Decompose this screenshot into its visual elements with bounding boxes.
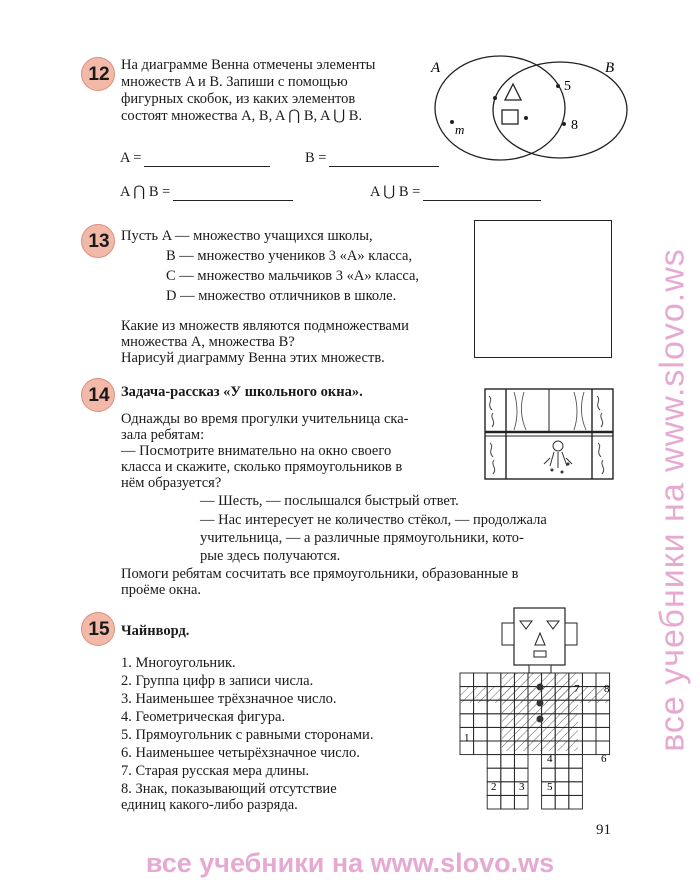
task14-text-line: класса и скажите, сколько прямоугольников в xyxy=(121,459,403,475)
grid-cell xyxy=(474,741,488,755)
chainword-robot-grid xyxy=(455,607,627,812)
task15-item: 8. Знак, показывающий отсутствие xyxy=(121,781,337,797)
task15-item: 3. Наименьшее трёхзначное число. xyxy=(121,691,337,707)
venn-element-m: m xyxy=(455,122,465,137)
task-number-badge: 14 xyxy=(81,378,115,412)
grid-number-2: 2 xyxy=(491,781,497,793)
grid-cell xyxy=(582,714,596,728)
triangle-element xyxy=(505,84,521,100)
answer-a: A = xyxy=(120,150,270,167)
grid-cell xyxy=(474,673,488,687)
grid-number-5: 5 xyxy=(547,781,553,793)
grid-cell xyxy=(487,673,501,687)
grid-cell xyxy=(487,741,501,755)
grid-cell xyxy=(487,727,501,741)
window-illustration xyxy=(484,388,614,480)
bottom-watermark: все учебники на www.slovo.ws xyxy=(145,848,555,878)
grid-cell xyxy=(487,768,501,782)
grid-cell xyxy=(460,714,474,728)
grid-cell xyxy=(555,768,569,782)
grid-cell xyxy=(582,673,596,687)
task14-text-line: — Посмотрите внимательно на окно своего xyxy=(121,443,392,459)
grid-number-3: 3 xyxy=(519,781,525,793)
task14-text-line: — Шесть, — послышался быстрый ответ. xyxy=(200,493,459,509)
grid-cell xyxy=(487,795,501,809)
task13-question-line: Какие из множеств являются подмножествами xyxy=(121,318,409,334)
venn-diagram xyxy=(425,50,630,168)
task14-text-line: зала ребятам: xyxy=(121,427,205,443)
task15-item: 7. Старая русская мера длины. xyxy=(121,763,310,779)
grid-number-4: 4 xyxy=(547,753,553,765)
task12-text-line: фигурных скобок, из каких элементов xyxy=(121,91,356,107)
grid-cell xyxy=(501,782,515,796)
task14-title: Задача-рассказ «У школьного окна». xyxy=(121,384,363,400)
task15-item: 5. Прямоугольник с равными сторонами. xyxy=(121,727,374,743)
task15-item: 1. Многоугольник. xyxy=(121,655,236,671)
venn-label-a: A xyxy=(431,60,441,76)
grid-cell xyxy=(596,727,610,741)
task14-text-line: учительница, — а различные прямоугольники, кото- xyxy=(200,530,524,546)
square-element xyxy=(502,110,518,124)
grid-number-1: 1 xyxy=(464,732,470,744)
grid-cell xyxy=(474,714,488,728)
grid-cell xyxy=(555,755,569,769)
task12-text-line: множеств A и B. Запиши с помощью xyxy=(121,74,348,90)
grid-cell xyxy=(596,714,610,728)
grid-cell xyxy=(487,714,501,728)
grid-cell xyxy=(582,741,596,755)
grid-cell xyxy=(542,768,556,782)
grid-cell xyxy=(555,795,569,809)
task14-text-line: рые здесь получаются. xyxy=(200,548,341,564)
task14-text-line: — Нас интересует не количество стёкол, — продолжала xyxy=(200,512,547,528)
answer-union: A ⋃ B = xyxy=(370,184,541,201)
grid-cell xyxy=(487,755,501,769)
task14-text-line: Однажды во время прогулки учительница ска- xyxy=(121,411,409,427)
grid-cell xyxy=(514,768,528,782)
task13-text-line: B — множество учеников 3 «А» класса, xyxy=(166,248,413,264)
task13-text-line: Пусть A — множество учащихся школы, xyxy=(121,228,373,244)
grid-number-8: 8 xyxy=(604,683,610,695)
grid-cell xyxy=(582,727,596,741)
task14-text-line: Помоги ребятам сосчитать все прямоугольники, образованные в xyxy=(121,566,519,582)
task12-text-line: состоят множества A, B, A ⋂ B, A ⋃ B. xyxy=(121,108,363,124)
grid-cell xyxy=(514,795,528,809)
answer-b: B = xyxy=(305,150,439,167)
page-number: 91 xyxy=(596,822,611,838)
grid-cell xyxy=(569,795,583,809)
venn-element-5: 5 xyxy=(564,79,571,94)
grid-cell xyxy=(569,755,583,769)
task14-text-line: нём образуется? xyxy=(121,475,222,491)
answer-intersection: A ⋂ B = xyxy=(120,184,293,201)
grid-cell xyxy=(514,755,528,769)
drawing-box xyxy=(474,220,612,358)
grid-cell xyxy=(501,755,515,769)
task13-text-line: C — множество мальчиков 3 «А» класса, xyxy=(166,268,420,284)
grid-number-6: 6 xyxy=(601,753,607,765)
task12-text-line: На диаграмме Венна отмечены элементы xyxy=(121,57,376,73)
grid-cell xyxy=(569,768,583,782)
task14-text-line: проёме окна. xyxy=(121,582,202,598)
venn-element-8: 8 xyxy=(571,118,578,133)
task15-item: 2. Группа цифр в записи числа. xyxy=(121,673,314,689)
task13-text-line: D — множество отличников в школе. xyxy=(166,288,397,304)
task-number-badge: 13 xyxy=(81,224,115,258)
task15-item: 6. Наименьшее четырёхзначное число. xyxy=(121,745,360,761)
task13-question-line: Нарисуй диаграмму Венна этих множеств. xyxy=(121,350,385,366)
grid-cell xyxy=(569,782,583,796)
task15-item: 4. Геометрическая фигура. xyxy=(121,709,286,725)
grid-cell xyxy=(555,782,569,796)
venn-label-b: B xyxy=(605,60,615,76)
task-number-badge: 12 xyxy=(81,57,115,91)
task-number-badge: 15 xyxy=(81,612,115,646)
grid-cell xyxy=(542,795,556,809)
grid-cell xyxy=(501,795,515,809)
task15-title: Чайнворд. xyxy=(121,623,190,639)
task13-question-line: множества A, множества B? xyxy=(121,334,295,350)
task15-item: единиц какого-либо разряда. xyxy=(121,797,298,813)
grid-cell xyxy=(474,727,488,741)
side-watermark: все учебники на www.slovo.ws xyxy=(653,248,692,752)
grid-cell xyxy=(501,768,515,782)
grid-cell xyxy=(460,673,474,687)
grid-number-7: 7 xyxy=(574,683,580,695)
